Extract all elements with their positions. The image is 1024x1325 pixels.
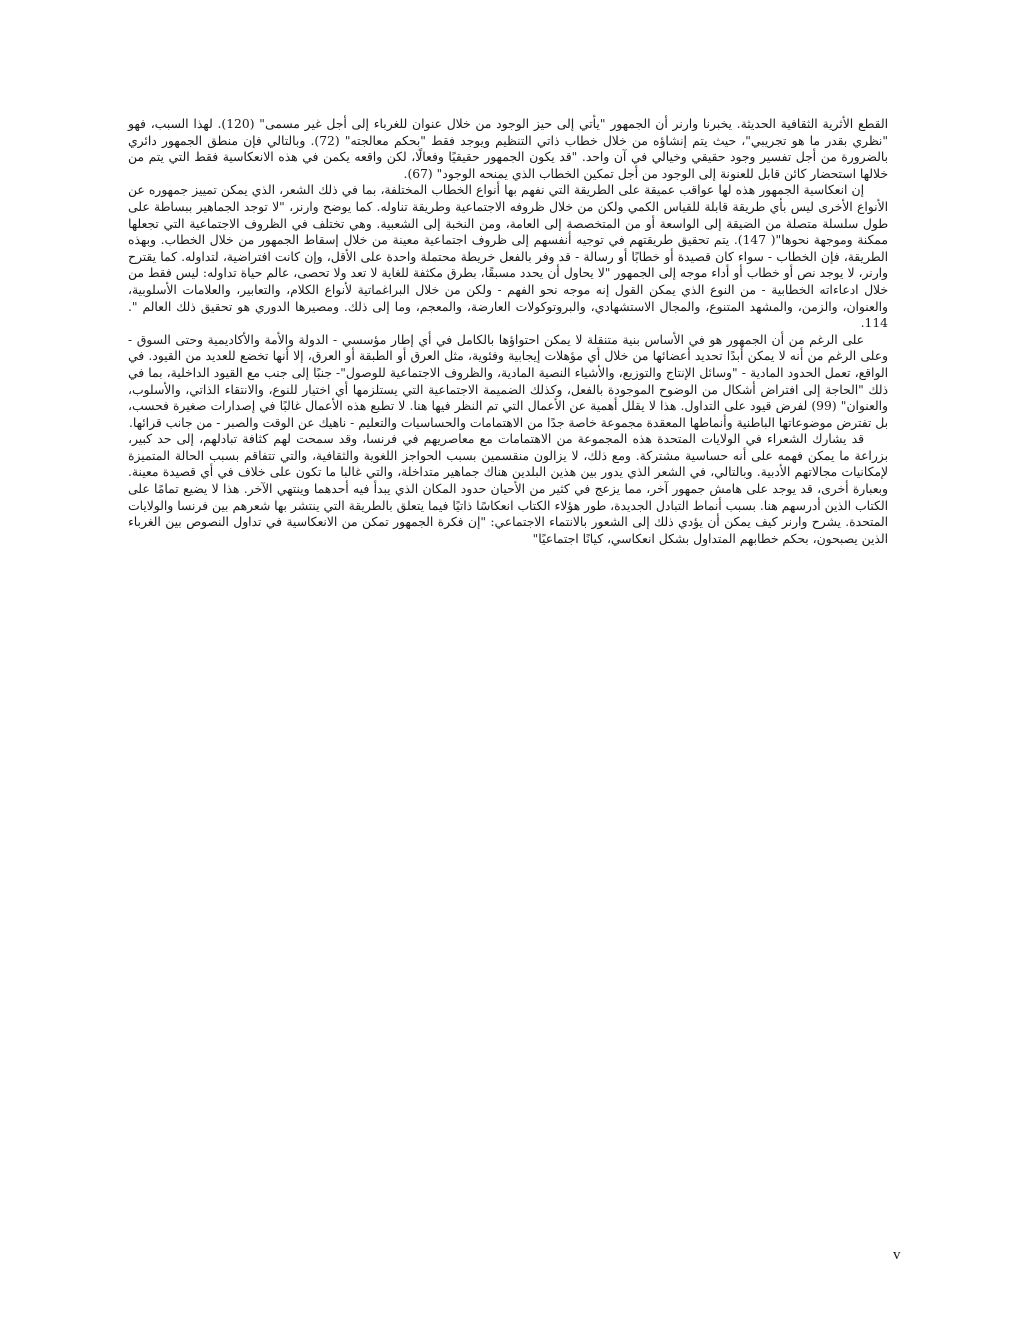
paragraph-3: على الرغم من أن الجمهور هو في الأساس بنية متنقلة لا يمكن احتواؤها بالكامل في أي إطار مؤسسي - الدولة والأمة والأكاديمية وحتى السوق - وعلى الرغم من أنه لا يمكن أبدًا تحديد أعضائها من خلال أي مؤهلات إيجابية وفئوية، مثل العرق أو الطبقة أو العرق، إلا أنها تخضع للعديد من القيود. في الواقع، تعمل الحدود المادية - "وسائل الإنتاج والتوزيع، والأشياء النصية المادية، والظروف الاجتماعية للوصول"- جنبًا إلى جنب مع القيود الداخلية، بما في ذلك "الحاجة إلى افتراض أشكال من الوضوح الموجودة بالفعل، وكذلك الضميمة الاجتماعية التي يستلزمها أي اختيار للنوع، والانتقاء الذاتي، والأسلوب، والعنوان" (99) لفرض قيود على التداول. هذا لا يقلل أهمية عن الأعمال التي تم النظر فيها هنا. لا تطبع هذه الأعمال غالبًا في إصدارات صغيرة فحسب، بل تفترض موضوعاتها الباطنية وأنماطها المعقدة مجموعة خاصة جدًا من الاهتمامات والحساسيات والتعليم - ناهيك عن الوقت والصبر - من جانب قرائها.: [128, 332, 888, 430]
body-text: [128, 116, 888, 547]
paragraph-1: القطع الأثرية الثقافية الحديثة. يخبرنا وارنر أن الجمهور "يأتي إلى حيز الوجود من خلال عنوان للغرباء إلى أجل غير مسمى" (120). لهذا السبب، فهو "نظري بقدر ما هو تجريبي"، حيث يتم إنشاؤه من خلال خطاب ذاتي التنظيم ويوجد فقط "بحكم معالجته" (72). وبالتالي فإن منطق الجمهور دائري بالضرورة من أجل تفسير وجود حقيقي وخيالي في آن واحد. "قد يكون الجمهور حقيقيًا وفعالًا، لكن واقعه يكمن في هذه الانعكاسية فقط التي يتم من خلالها استحضار كائن قابل للعنونة إلى الوجود من أجل تمكين الخطاب الذي يمنحه الوجود" (67).: [128, 117, 889, 181]
paragraph-4: قد يشارك الشعراء في الولايات المتحدة هذه المجموعة من الاهتمامات مع معاصريهم في فرنسا، وقد سمحت لهم كثافة تبادلهم، إلى حد كبير، بزراعة ما يمكن فهمه على أنه حساسية مشتركة. ومع ذلك، لا يزالون منقسمين بسبب الحواجز اللغوية والثقافية، والتي تتفاقم بسبب الحالة المتميزة لإمكانيات مجالاتهم الأدبية. وبالتالي، في الشعر الذي يدور بين هذين البلدين هناك جماهير متداخلة، والتي غالبا ما تكون على خلاف في أي قصيدة معينة. وبعبارة أخرى، قد يوجد على هامش جمهور آخر، مما يزعج في كثير من الأحيان حدود المكان الذي يبدأ فيه أحدهما وينتهي الآخر. هذا لا يضيع تمامًا على الكتاب الذين أدرسهم هنا. بسبب أنماط التبادل الجديدة، طور هؤلاء الكتاب انعكاسًا ذاتيًا فيما يتعلق بالطريقة التي ينتشر بها شعرهم بين فرنسا والولايات المتحدة. يشرح وارنر كيف يمكن أن يؤدي ذلك إلى الشعور بالانتماء الاجتماعي: "إن فكرة الجمهور تمكن من الانعكاسية في تداول النصوص بين الغرباء الذين يصبحون، بحكم خطابهم المتداول بشكل انعكاسي، كيانًا اجتماعيًا": [128, 432, 888, 546]
page-number: v: [893, 1247, 901, 1263]
paragraph-2: إن انعكاسية الجمهور هذه لها عواقب عميقة على الطريقة التي نفهم بها أنواع الخطاب المختلفة، بما في ذلك الشعر، الذي يمكن تمييز جمهوره عن الأنواع الأخرى ليس بأي طريقة قابلة للقياس الكمي ولكن من خلال ظروفه الاجتماعية وطريقة تناوله. كما يوضح وارنر، "لا توجد الجماهير ببساطة على طول سلسلة متصلة من الضيقة إلى الواسعة أو من المتخصصة إلى العامة، ومن النخبة إلى الشعبية. وهي تختلف في الظروف الاجتماعية التي تجعلها ممكنة وموجهة نحوها"( 147). يتم تحقيق طريقتهم في توجيه أنفسهم إلى ظروف اجتماعية معينة من خلال إسقاط الجمهور من خلال الخطاب. وبهذه الطريقة، فإن الخطاب - سواء كان قصيدة أو خطابًا أو رسالة - قد وفر بالفعل خريطة محتملة واحدة على الأقل، وإن كانت افتراضية، لتداوله. كما يقترح وارنر، لا يوجد نص أو خطاب أو أداء موجه إلى الجمهور "لا يحاول أن يحدد مسبقًا، بطرق مكثفة للغاية لا تعد ولا تحصى، عالم حياة تداوله: ليس فقط من خلال ادعاءاته الخطابية - من النوع الذي يمكن القول إنه موجه نحو الفهم - ولكن من خلال البراغماتية لأنواع الكلام، والتعابير، والعلامات الأسلوبية، والعنوان، والزمن، والمشهد المتنوع، والمجال الاستشهادي، والبروتوكولات العارضة، والمعجم، وما إلى ذلك. ومصيرها الدوري هو تحقيق ذلك العالم ". 114.: [128, 183, 888, 331]
